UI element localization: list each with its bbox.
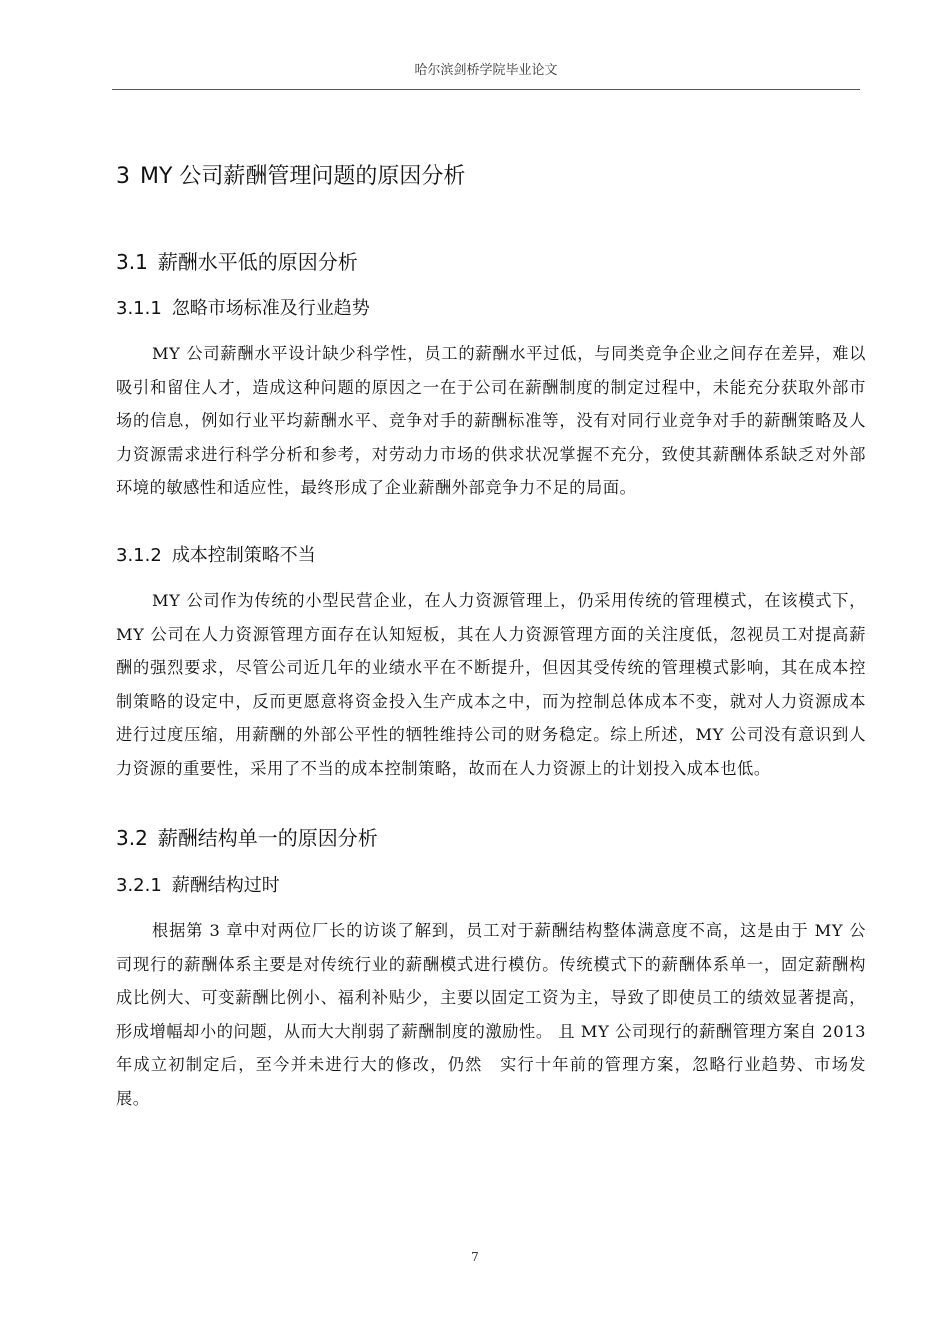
- chapter-title: MY 公司薪酬管理问题的原因分析: [140, 164, 466, 189]
- section-number-3-1: 3.1: [116, 250, 148, 274]
- subsection-number-3-2-1: 3.2.1: [116, 875, 162, 896]
- subsection-heading-3-2-1: [116, 872, 280, 900]
- section-number-3-2: 3.2: [116, 826, 148, 850]
- paragraph-3-2-1: 根据第 3 章中对两位厂长的访谈了解到，员工对于薪酬结构整体满意度不高，这是由于 MY 公司现行的薪酬体系主要是对传统行业的薪酬模式进行模仿。传统模式下的薪酬体系单一，固定薪酬构成比例大、可变薪酬比例小、福利补贴少，主要以固定工资为主，导致了即使员工的绩效显著提高，形成增幅却小的问题，从而大大削弱了薪酬制度的激励性。 且 MY 公司现行的薪酬管理方案自 2013 年成立初制定后，至今并未进行大的修改，仍然 实行十年前的管理方案，忽略行业趋势、市场发展。: [116, 921, 866, 1108]
- header-rule: [112, 89, 860, 90]
- chapter-heading: [116, 160, 465, 194]
- subsection-heading-3-1-1: [116, 295, 370, 323]
- subsection-number-3-1-2: 3.1.2: [116, 545, 162, 566]
- subsection-title-3-1-2: 成本控制策略不当: [171, 545, 316, 566]
- chapter-number: 3: [116, 164, 130, 189]
- running-header: 哈尔滨剑桥学院毕业论文: [414, 63, 558, 78]
- section-title-3-1: 薪酬水平低的原因分析: [157, 250, 358, 274]
- paragraph-3-1-1: MY 公司薪酬水平设计缺少科学性，员工的薪酬水平过低，与同类竞争企业之间存在差异，难以吸引和留住人才，造成这种问题的原因之一在于公司在薪酬制度的制定过程中，未能充分获取外部市场的信息，例如行业平均薪酬水平、竞争对手的薪酬标准等，没有对同行业竞争对手的薪酬策略及人力资源需求进行科学分析和参考，对劳动力市场的供求状况掌握不充分，致使其薪酬体系缺乏对外部环境的敏感性和适应性，最终形成了企业薪酬外部竞争力不足的局面。: [116, 344, 866, 498]
- subsection-heading-3-1-2: [116, 542, 316, 570]
- subsection-number-3-1-1: 3.1.1: [116, 298, 162, 319]
- section-heading-3-2: [116, 823, 378, 853]
- subsection-title-3-2-1: 薪酬结构过时: [171, 875, 280, 896]
- subsection-title-3-1-1: 忽略市场标准及行业趋势: [171, 298, 370, 319]
- section-heading-3-1: [116, 247, 358, 277]
- section-title-3-2: 薪酬结构单一的原因分析: [157, 826, 378, 850]
- paragraph-3-1-2: MY 公司作为传统的小型民营企业，在人力资源管理上，仍采用传统的管理模式，在该模式下，MY 公司在人力资源管理方面存在认知短板，其在人力资源管理方面的关注度低，忽视员工对提高薪酬的强烈要求，尽管公司近几年的业绩水平在不断提升，但因其受传统的管理模式影响，其在成本控制策略的设定中，反而更愿意将资金投入生产成本之中，而为控制总体成本不变，就对人力资源成本进行过度压缩，用薪酬的外部公平性的牺牲维持公司的财务稳定。综上所述，MY 公司没有意识到人力资源的重要性，采用了不当的成本控制策略，故而在人力资源上的计划投入成本也低。: [116, 591, 866, 778]
- page-number: 7: [471, 1250, 479, 1264]
